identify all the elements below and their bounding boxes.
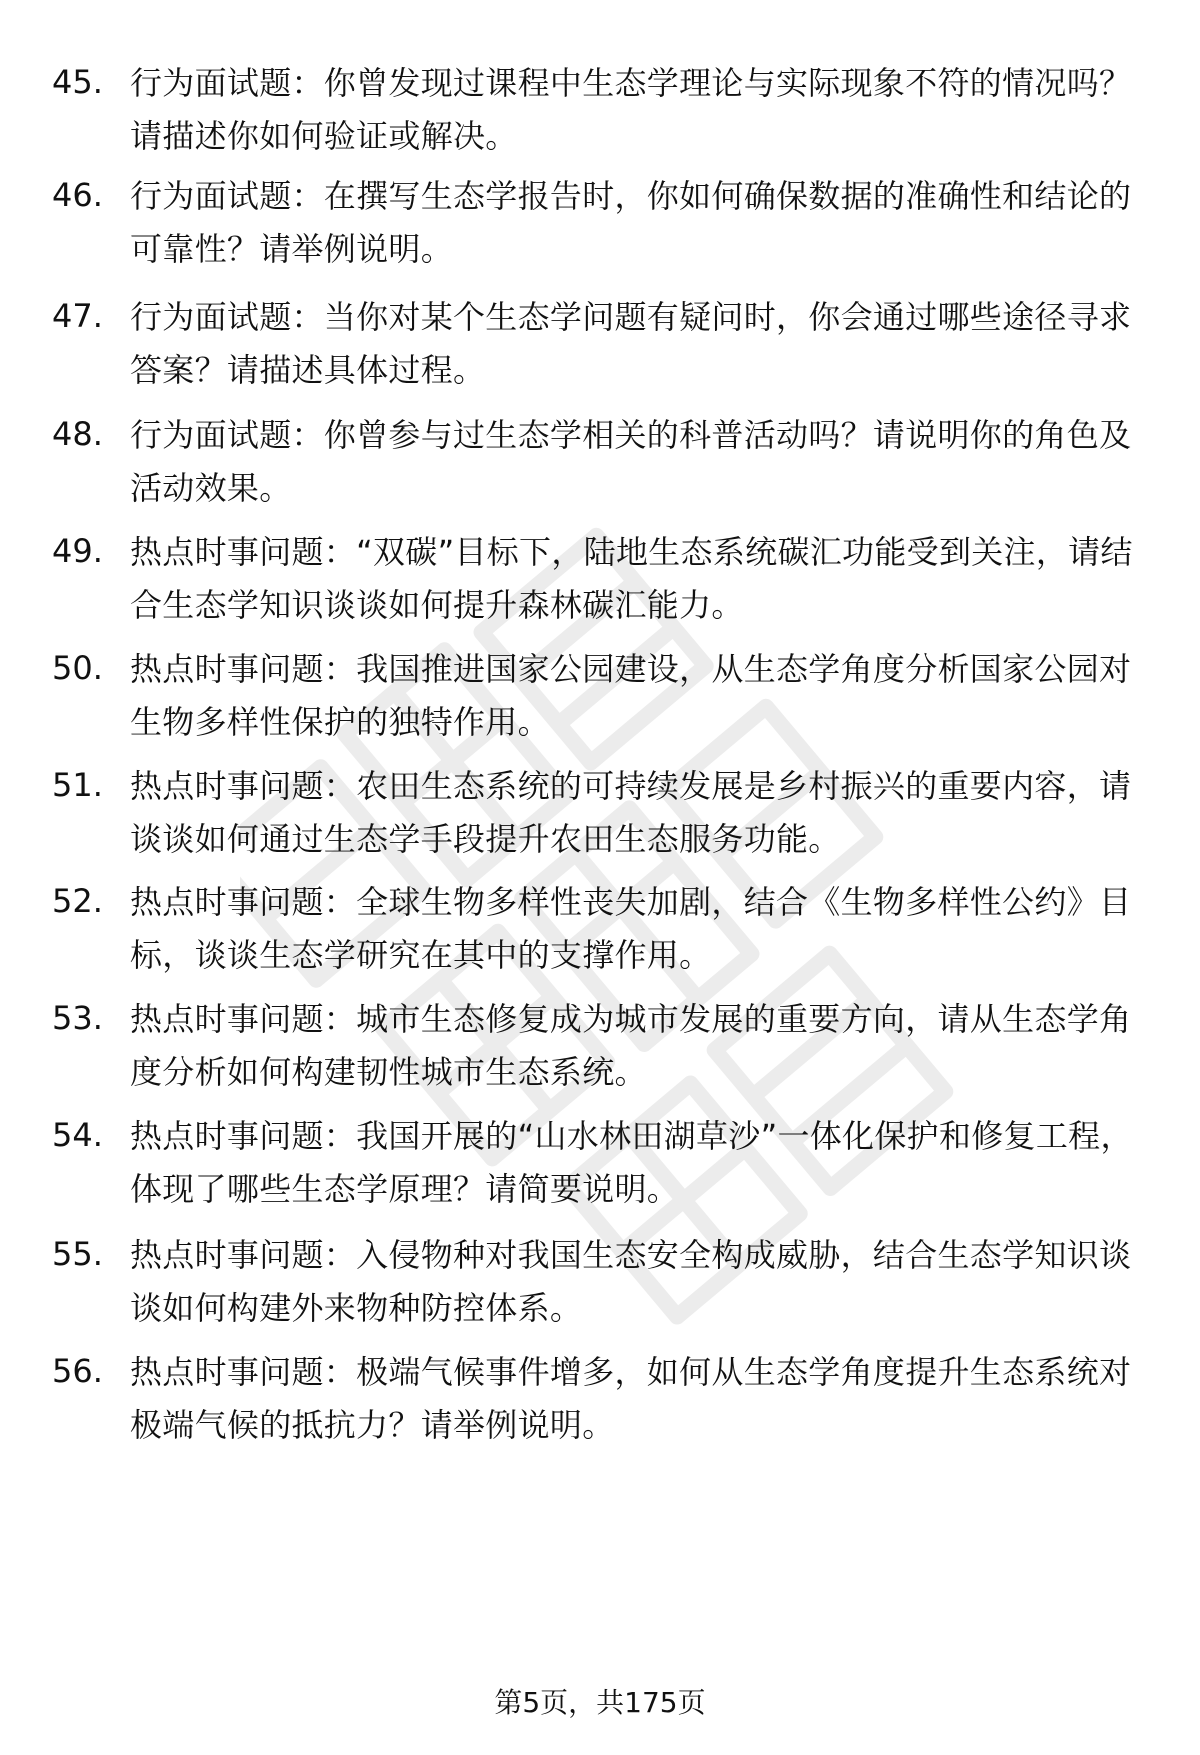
question-text: 热点时事问题：全球生物多样性丧失加剧，结合《生物多样性公约》目标，谈谈生态学研究在其中的支撑作用。 xyxy=(130,883,1132,974)
question-number: 49. xyxy=(52,532,103,570)
question-text: 热点时事问题：农田生态系统的可持续发展是乡村振兴的重要内容，请谈谈如何通过生态学手段提升农田生态服务功能。 xyxy=(130,767,1132,858)
question-item xyxy=(52,526,1152,636)
question-number: 48. xyxy=(52,415,103,453)
question-number: 50. xyxy=(52,649,103,687)
question-item xyxy=(52,1110,1152,1220)
page-number-label: 第5页，共175页 xyxy=(494,1686,706,1719)
question-number: 52. xyxy=(52,882,103,920)
question-text: 行为面试题：你曾发现过课程中生态学理论与实际现象不符的情况吗？请描述你如何验证或解决。 xyxy=(130,64,1132,155)
question-item xyxy=(52,1229,1152,1339)
question-item xyxy=(52,760,1152,870)
page-footer xyxy=(0,1683,1200,1723)
question-text: 热点时事问题：“双碳”目标下，陆地生态系统碳汇功能受到关注，请结合生态学知识谈谈如何提升森林碳汇能力。 xyxy=(130,533,1133,624)
question-item xyxy=(52,291,1152,401)
question-item xyxy=(52,876,1152,986)
question-number: 56. xyxy=(52,1352,103,1390)
question-text: 热点时事问题：我国开展的“山水林田湖草沙”一体化保护和修复工程，体现了哪些生态学原理？请简要说明。 xyxy=(130,1117,1133,1208)
question-item xyxy=(52,57,1152,167)
question-item xyxy=(52,643,1152,753)
question-text: 热点时事问题：极端气候事件增多，如何从生态学角度提升生态系统对极端气候的抵抗力？请举例说明。 xyxy=(130,1353,1132,1444)
question-item xyxy=(52,409,1152,519)
question-item xyxy=(52,1346,1152,1456)
question-item xyxy=(52,993,1152,1103)
question-text: 热点时事问题：城市生态修复成为城市发展的重要方向，请从生态学角度分析如何构建韧性城市生态系统。 xyxy=(130,1000,1132,1091)
question-text: 行为面试题：在撰写生态学报告时，你如何确保数据的准确性和结论的可靠性？请举例说明。 xyxy=(130,177,1132,268)
question-number: 53. xyxy=(52,999,103,1037)
question-text: 热点时事问题：入侵物种对我国生态安全构成威胁，结合生态学知识谈谈如何构建外来物种防控体系。 xyxy=(130,1236,1132,1327)
question-number: 46. xyxy=(52,176,103,214)
question-item xyxy=(52,170,1152,280)
question-number: 55. xyxy=(52,1235,103,1273)
question-number: 54. xyxy=(52,1116,103,1154)
question-number: 51. xyxy=(52,766,103,804)
question-number: 45. xyxy=(52,63,103,101)
question-number: 47. xyxy=(52,297,103,335)
question-text: 行为面试题：你曾参与过生态学相关的科普活动吗？请说明你的角色及活动效果。 xyxy=(130,416,1132,507)
question-text: 行为面试题：当你对某个生态学问题有疑问时，你会通过哪些途径寻求答案？请描述具体过程。 xyxy=(130,298,1132,389)
question-text: 热点时事问题：我国推进国家公园建设，从生态学角度分析国家公园对生物多样性保护的独特作用。 xyxy=(130,650,1132,741)
